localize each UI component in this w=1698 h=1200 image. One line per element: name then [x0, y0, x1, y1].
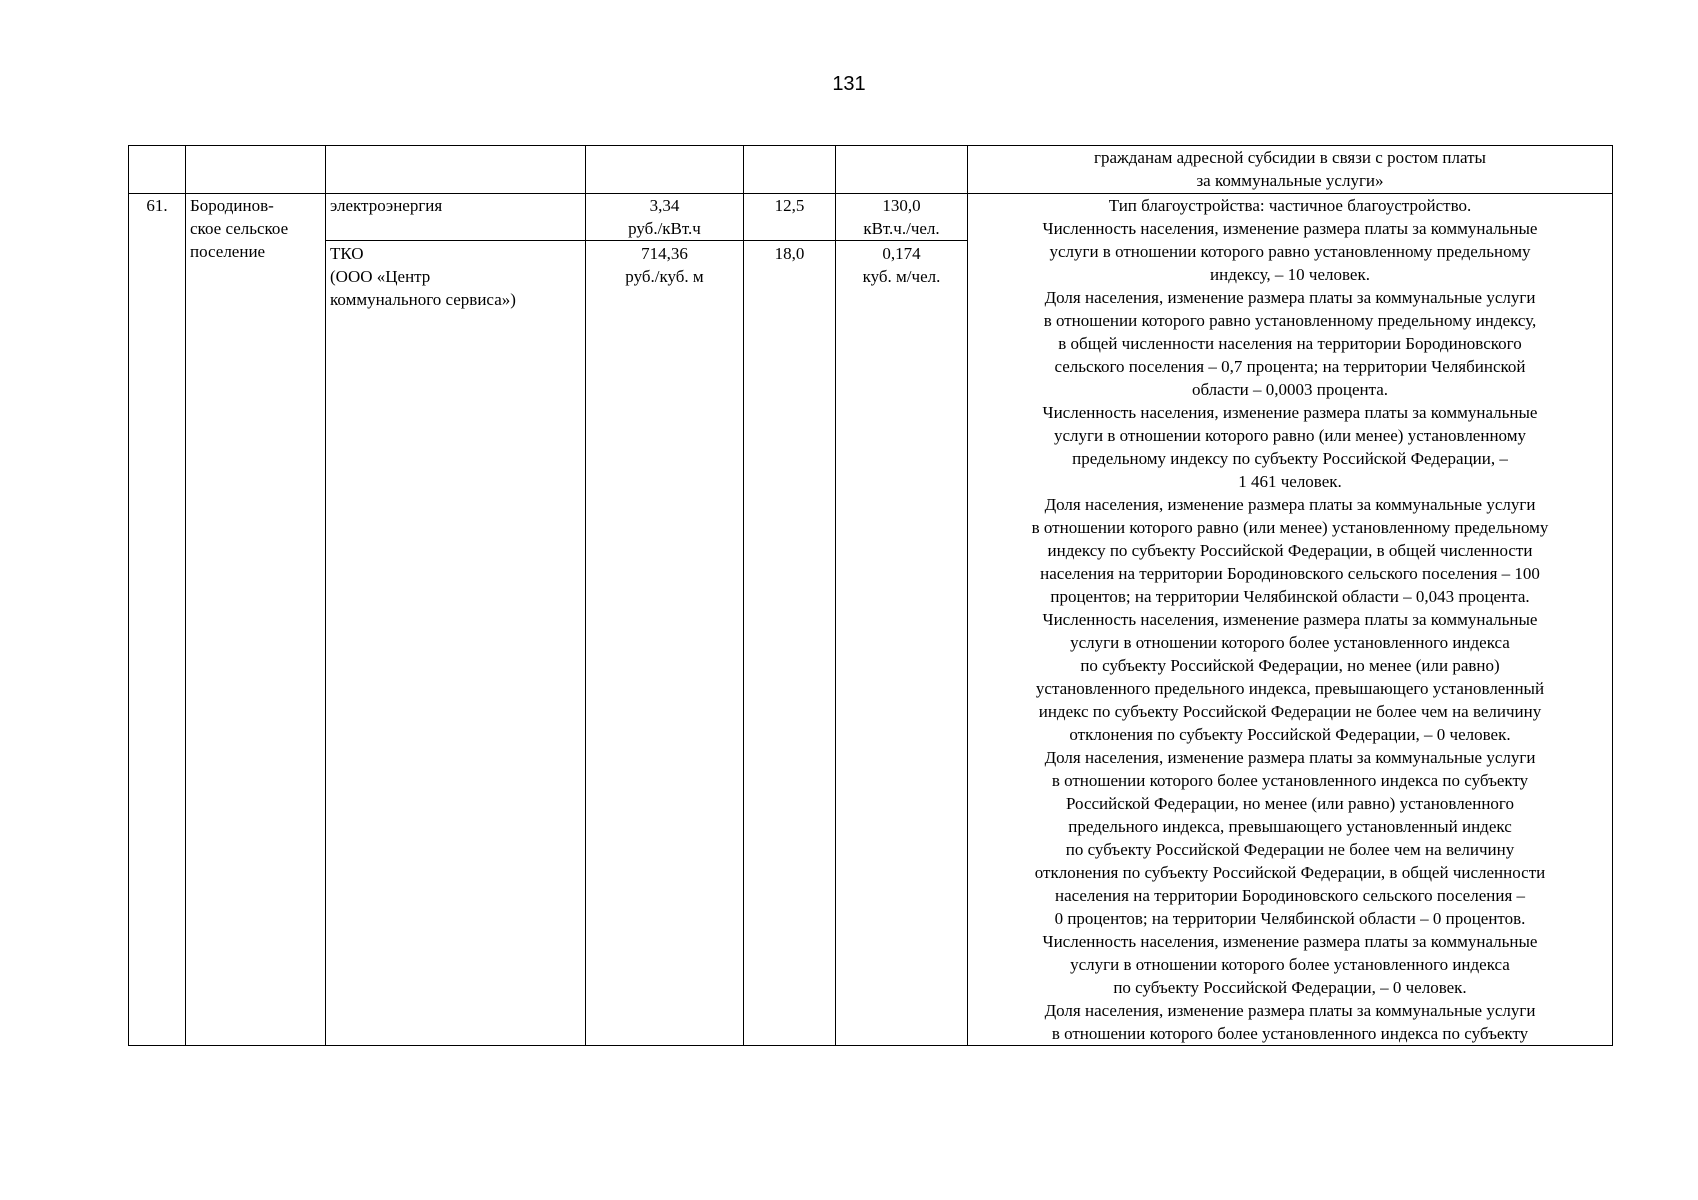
- notes-line: установленного предельного индекса, превышающего установленный: [1035, 679, 1545, 698]
- tariff-electricity: [586, 194, 743, 241]
- notes-line: Численность населения, изменение размера платы за коммунальные: [1042, 932, 1538, 951]
- notes-line: услуги в отношении которого равно (или менее) установленному: [1054, 426, 1526, 445]
- cell-notes-continuation: [968, 146, 1613, 194]
- volumes: [836, 194, 968, 1046]
- indices: [744, 194, 836, 1046]
- index-value: 12,5: [774, 196, 805, 215]
- notes-line: сельского поселения – 0,7 процента; на территории Челябинской: [1054, 357, 1526, 376]
- notes-line: Численность населения, изменение размера платы за коммунальные: [1042, 610, 1538, 629]
- notes-line: услуги в отношении которого более установленного индекса: [1070, 955, 1510, 974]
- tariff-table: [128, 145, 1613, 1046]
- service-name-line: (ООО «Центр: [330, 267, 431, 286]
- notes-line: в отношении которого более установленного индекса по субъекту: [1051, 1024, 1529, 1043]
- notes-line: в общей численности населения на территории Бородиновского: [1058, 334, 1522, 353]
- notes-line: Численность населения, изменение размера платы за коммунальные: [1042, 403, 1538, 422]
- notes-line: индексу по субъекту Российской Федерации, в общей численности: [1047, 541, 1533, 560]
- notes-line: по субъекту Российской Федерации не более чем на величину: [1065, 840, 1515, 859]
- notes-line: индексу, – 10 человек.: [1210, 265, 1370, 284]
- notes-line: Численность населения, изменение размера платы за коммунальные: [1042, 219, 1538, 238]
- settlement-line: Бородинов-: [190, 196, 274, 215]
- notes-line: предельному индексу по субъекту Российской Федерации, –: [1072, 449, 1508, 468]
- notes-line: отклонения по субъекту Российской Федерации, в общей численности: [1034, 863, 1546, 882]
- service-names: [326, 194, 586, 1046]
- tariff-tko: [590, 241, 739, 288]
- notes-line: в отношении которого равно установленному предельному индексу,: [1043, 311, 1537, 330]
- cell-index-empty: [744, 146, 836, 194]
- page-number: 131: [832, 73, 866, 95]
- notes-line: Российской Федерации, но менее (или равно) установленного: [1066, 794, 1514, 813]
- notes-line: индекс по субъекту Российской Федерации не более чем на величину: [1038, 702, 1542, 721]
- cell-number-empty: [129, 146, 186, 194]
- tariff-unit: руб./куб. м: [625, 267, 704, 286]
- settlement-line: ское сельское: [190, 219, 289, 238]
- service-tko: [330, 241, 581, 311]
- tariff-unit: руб./кВт.ч: [628, 219, 701, 238]
- notes-line: Тип благоустройства: частичное благоустройство.: [1108, 196, 1472, 215]
- service-name-line: электроэнергия: [330, 196, 443, 215]
- index-electricity: [744, 194, 835, 241]
- table-row: [129, 194, 1613, 1046]
- service-electricity: [326, 194, 585, 241]
- row-number: 61.: [129, 194, 186, 1046]
- settlement-name: [186, 194, 326, 1046]
- notes-line: населения на территории Бородиновского сельского поселения – 100: [1040, 564, 1540, 583]
- notes-line: предельного индекса, превышающего установленный индекс: [1068, 817, 1512, 836]
- notes-line: по субъекту Российской Федерации, – 0 человек.: [1113, 978, 1467, 997]
- cell-service-empty: [326, 146, 586, 194]
- volume-unit: кВт.ч./чел.: [863, 219, 940, 238]
- volume-unit: куб. м/чел.: [862, 267, 941, 286]
- continuation-row: [129, 146, 1613, 194]
- volume-tko: [840, 241, 963, 288]
- index-tko: [748, 241, 831, 265]
- notes-line: за коммунальные услуги»: [1196, 171, 1384, 190]
- notes-line: услуги в отношении которого более установленного индекса: [1070, 633, 1510, 652]
- cell-settlement-empty: [186, 146, 326, 194]
- volume-value: 130,0: [882, 196, 921, 215]
- notes-line: населения на территории Бородиновского сельского поселения –: [1054, 886, 1526, 905]
- notes-line: Доля населения, изменение размера платы за коммунальные услуги: [1044, 288, 1536, 307]
- notes-line: 0 процентов; на территории Челябинской области – 0 процентов.: [1054, 909, 1526, 928]
- service-name-line: ТКО: [330, 244, 364, 263]
- settlement-line: поселение: [190, 242, 266, 261]
- notes-line: услуги в отношении которого равно установленному предельному: [1049, 242, 1531, 261]
- volume-electricity: [836, 194, 967, 241]
- tariff-value: 714,36: [641, 244, 688, 263]
- notes-line: Доля населения, изменение размера платы за коммунальные услуги: [1044, 748, 1536, 767]
- notes-line: Доля населения, изменение размера платы за коммунальные услуги: [1044, 495, 1536, 514]
- notes-line: в отношении которого равно (или менее) установленному предельному: [1031, 518, 1549, 537]
- cell-tariff-empty: [586, 146, 744, 194]
- cell-notes: [968, 194, 1613, 1046]
- notes-line: процентов; на территории Челябинской области – 0,043 процента.: [1050, 587, 1530, 606]
- volume-value: 0,174: [882, 244, 921, 263]
- tariff-value: 3,34: [649, 196, 680, 215]
- notes-line: в отношении которого более установленного индекса по субъекту: [1051, 771, 1529, 790]
- notes-line: по субъекту Российской Федерации, но менее (или равно): [1080, 656, 1500, 675]
- index-value: 18,0: [774, 244, 805, 263]
- service-name-line: коммунального сервиса»): [330, 290, 516, 309]
- notes-line: Доля населения, изменение размера платы за коммунальные услуги: [1044, 1001, 1536, 1020]
- tariffs: [586, 194, 744, 1046]
- notes-line: отклонения по субъекту Российской Федерации, – 0 человек.: [1069, 725, 1511, 744]
- notes-line: области – 0,0003 процента.: [1191, 380, 1389, 399]
- notes-line: 1 461 человек.: [1238, 472, 1342, 491]
- notes-line: гражданам адресной субсидии в связи с ростом платы: [1094, 148, 1486, 167]
- cell-volume-empty: [836, 146, 968, 194]
